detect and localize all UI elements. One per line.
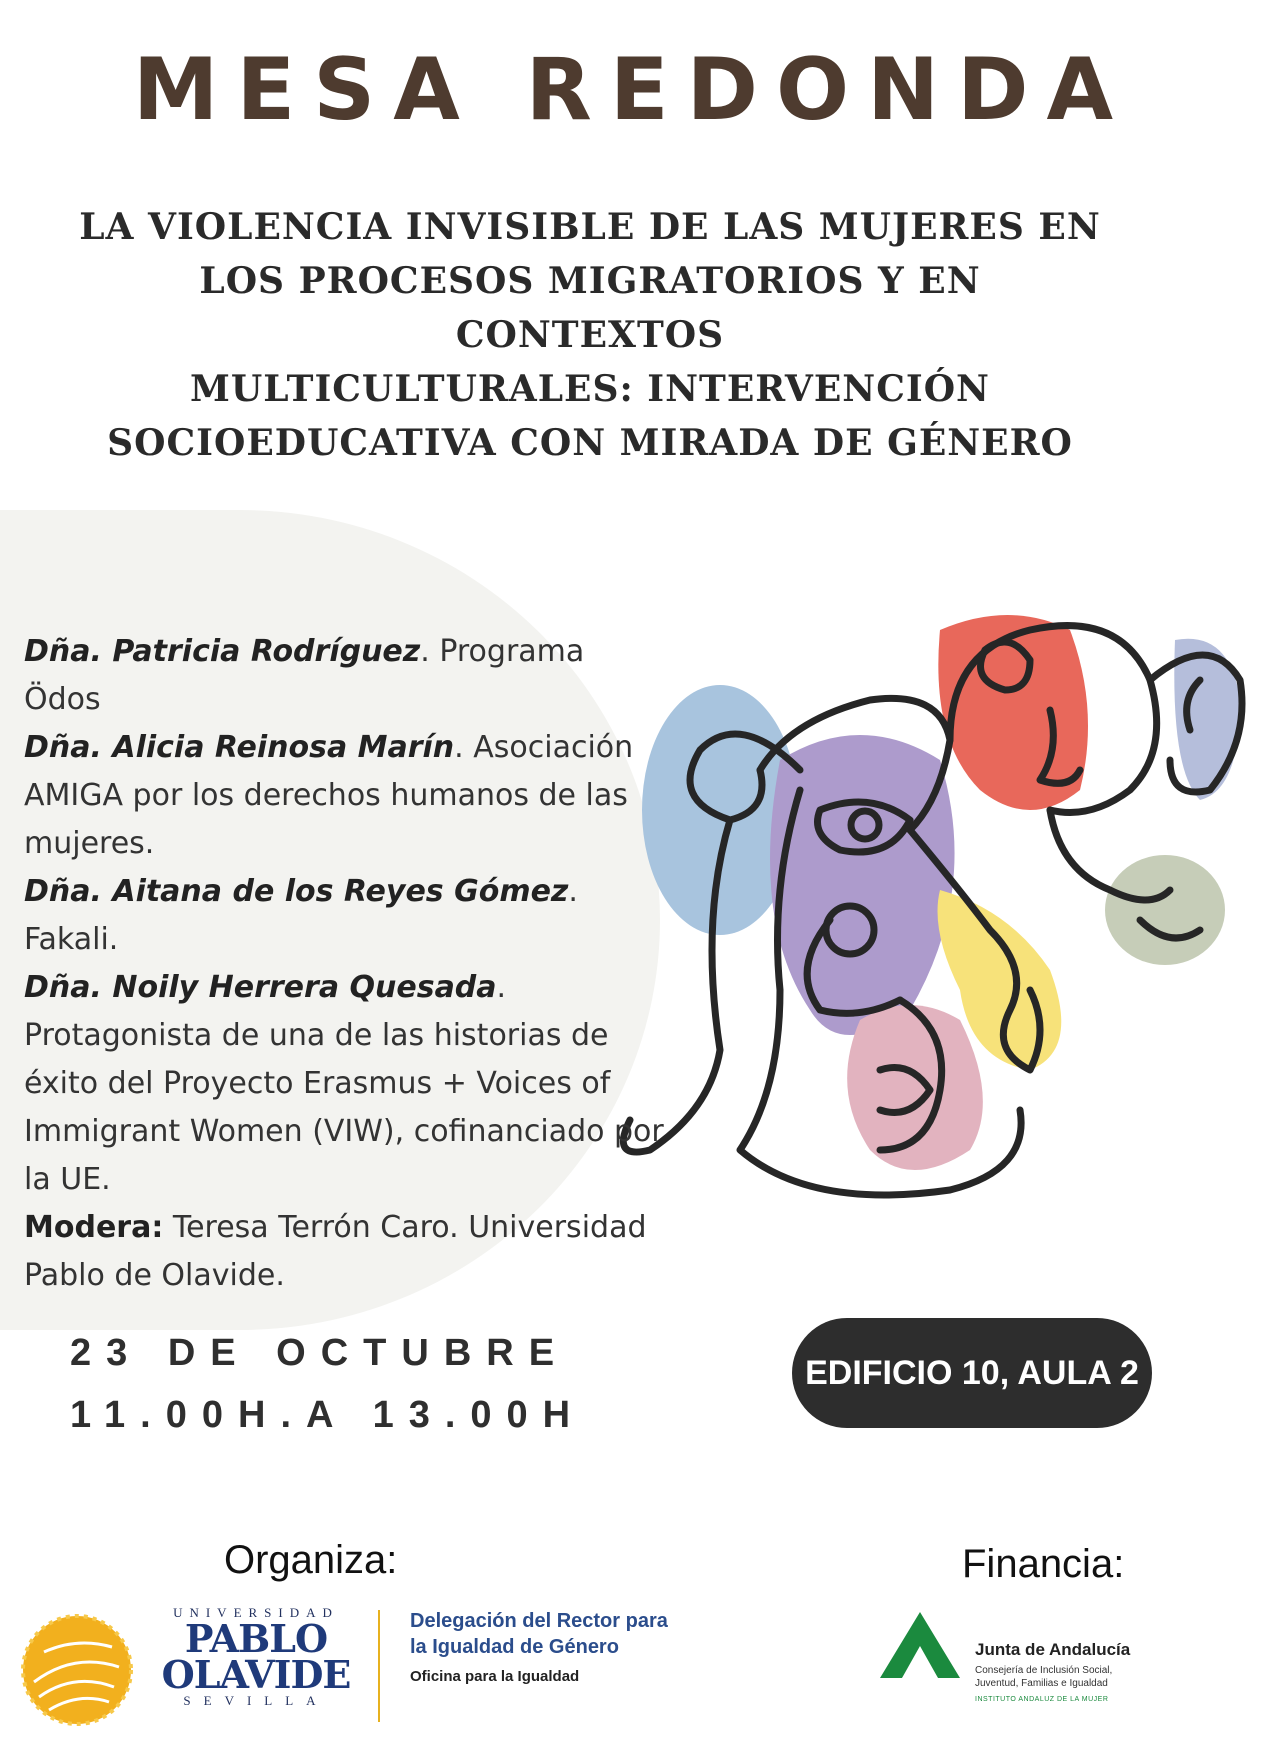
oficina-label: Oficina para la Igualdad bbox=[410, 1668, 580, 1685]
junta-dept: Consejería de Inclusión Social, Juventud, Familias e Igualdad bbox=[975, 1665, 1113, 1689]
moderator-item bbox=[24, 1204, 664, 1300]
art-blob-pink bbox=[847, 1005, 983, 1170]
upo-universidad: UNIVERSIDAD bbox=[173, 1605, 339, 1620]
art-blob-sage bbox=[1105, 855, 1225, 965]
speaker-affiliation: . Protagonista de una de las historias de éxito del Proyecto Erasmus + Voices of Immigrant Women (VIW), cofinanciado por la UE. bbox=[24, 970, 664, 1197]
delegacion-block bbox=[410, 1608, 740, 1685]
moderator-name: Teresa Terrón Caro. Universidad Pablo de Olavide. bbox=[24, 1210, 647, 1293]
sun-logo-icon bbox=[14, 1612, 140, 1728]
delegacion-line1: Delegación del Rector para bbox=[410, 1610, 668, 1632]
junta-andalucia-logo-icon bbox=[872, 1608, 968, 1684]
speaker-name: Dña. Patricia Rodríguez bbox=[24, 634, 421, 669]
event-date: 23 DE OCTUBRE bbox=[70, 1332, 570, 1374]
speaker-affiliation: . Asociación AMIGA por los derechos humanos de las mujeres. bbox=[24, 730, 634, 861]
speaker-item bbox=[24, 724, 664, 868]
junta-inst: INSTITUTO ANDALUZ DE LA MUJER bbox=[975, 1696, 1109, 1703]
event-subtitle bbox=[60, 200, 1120, 470]
speaker-name: Dña. Alicia Reinosa Marín bbox=[24, 730, 455, 765]
event-datetime bbox=[70, 1322, 585, 1446]
speaker-item bbox=[24, 868, 664, 964]
subtitle-line: LA VIOLENCIA INVISIBLE DE LAS MUJERES EN bbox=[79, 206, 1101, 248]
subtitle-line: SOCIOEDUCATIVA CON MIRADA DE GÉNERO bbox=[107, 422, 1073, 464]
subtitle-line: MULTICULTURALES: INTERVENCIÓN bbox=[190, 368, 990, 410]
upo-olavide: OLAVIDE bbox=[161, 1652, 351, 1697]
event-title: MESA REDONDA bbox=[132, 40, 1132, 140]
speakers-list bbox=[24, 628, 664, 1300]
financia-label: Financia: bbox=[962, 1542, 1125, 1586]
speaker-name: Dña. Noily Herrera Quesada bbox=[24, 970, 497, 1005]
speaker-item bbox=[24, 964, 664, 1204]
upo-logo-text bbox=[156, 1605, 356, 1709]
junta-name: Junta de Andalucía bbox=[975, 1640, 1131, 1659]
speaker-affiliation: . Programa Ödos bbox=[24, 634, 585, 717]
logo-divider bbox=[378, 1610, 380, 1722]
upo-sevilla: SEVILLA bbox=[183, 1693, 329, 1708]
speaker-item bbox=[24, 628, 664, 724]
faces-line-art-icon bbox=[610, 590, 1250, 1250]
junta-block bbox=[975, 1640, 1155, 1703]
venue-badge: EDIFICIO 10, AULA 2 bbox=[792, 1318, 1152, 1428]
speaker-name: Dña. Aitana de los Reyes Gómez bbox=[24, 874, 569, 909]
speaker-affiliation: . Fakali. bbox=[24, 874, 578, 957]
upo-pablo: PABLO bbox=[184, 1616, 328, 1661]
subtitle-line: LOS PROCESOS MIGRATORIOS Y EN CONTEXTOS bbox=[199, 260, 981, 356]
moderator-label: Modera: bbox=[24, 1210, 164, 1245]
delegacion-line2: la Igualdad de Género bbox=[410, 1636, 619, 1658]
event-time: 11.00H.A 13.00H bbox=[70, 1394, 586, 1436]
organiza-label: Organiza: bbox=[224, 1538, 398, 1582]
art-blob-purple bbox=[770, 735, 955, 1035]
